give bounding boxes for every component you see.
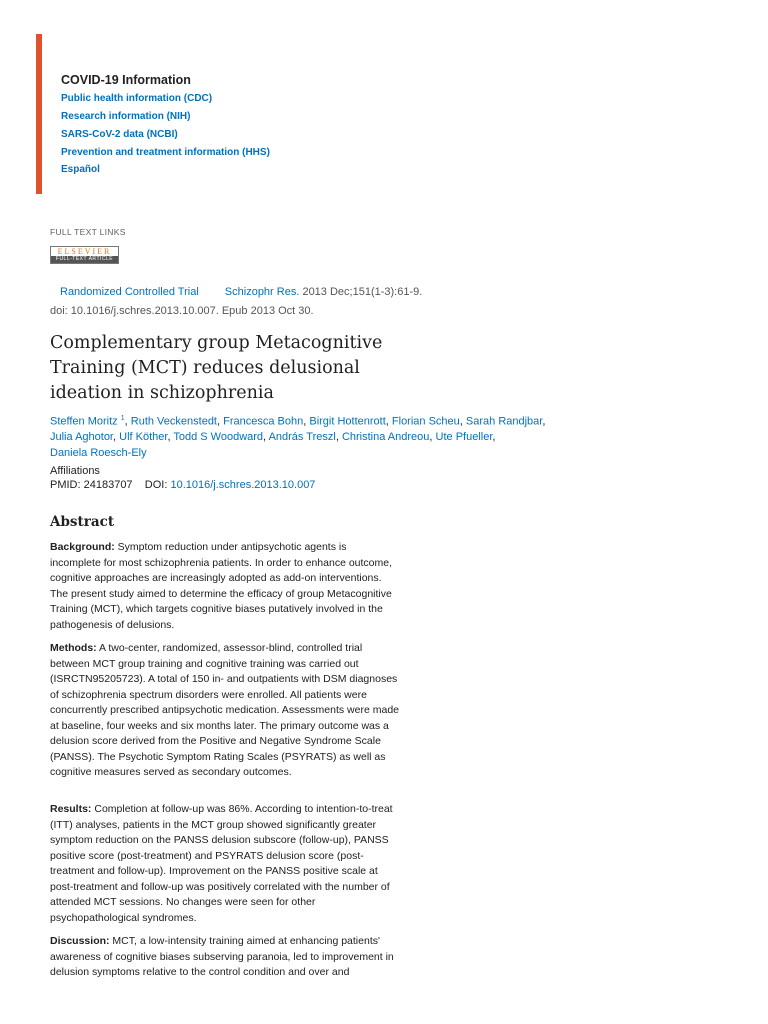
doi-line: doi: 10.1016/j.schres.2013.10.007. Epub 2013 Oct 30. bbox=[50, 305, 314, 317]
citation: 2013 Dec;151(1-3):61-9. bbox=[299, 286, 423, 298]
doi-link[interactable]: 10.1016/j.schres.2013.10.007 bbox=[170, 479, 316, 491]
section-text: Symptom reduction under antipsychotic agents is incomplete for most schizophrenia patients. In order to enhance outcome, cognitive approaches are increasingly adopted as add-on interventions. The present study aimed to determine the efficacy of group Metacognitive Training (MCT), which targets cognitive biases putatively involved in the pathogenesis of delusions. bbox=[50, 541, 393, 631]
doi-label: DOI: bbox=[144, 479, 168, 491]
covid-title: COVID-19 Information bbox=[61, 73, 191, 87]
abstract-methods bbox=[50, 641, 400, 781]
section-label: Methods: bbox=[50, 642, 97, 654]
section-label: Results: bbox=[50, 803, 92, 815]
section-text: Completion at follow-up was 86%. According to intention-to-treat (ITT) analyses, patients in the MCT group showed significantly greater symptom reduction on the PANSS delusion subscore (follow-up), PANSS positive score (post-treatment) and PSYRATS delusion score (post-treatment and follow-up). Improvement on the PANSS positive scale at post-treatment and follow-up was positively correlated with the number of attended MCT sessions. No changes were seen for other psychopathological syndromes. bbox=[50, 803, 393, 924]
elsevier-full-text-label: FULL-TEXT ARTICLE bbox=[51, 256, 118, 263]
section-label: Background: bbox=[50, 541, 115, 553]
author-link[interactable]: Sarah Randjbar bbox=[465, 415, 543, 428]
publication-type-link[interactable]: Randomized Controlled Trial bbox=[60, 286, 199, 298]
author-link[interactable]: Francesca Bohn bbox=[223, 415, 304, 428]
author-link[interactable]: Steffen Moritz bbox=[50, 415, 118, 428]
author-link[interactable]: Ute Pfueller bbox=[435, 431, 493, 444]
covid-link-nih[interactable]: Research information (NIH) bbox=[61, 111, 191, 122]
author-link[interactable]: Daniela Roesch-Ely bbox=[50, 446, 147, 459]
elsevier-full-text-button[interactable] bbox=[50, 246, 119, 264]
author-link[interactable]: Julia Aghotor bbox=[50, 431, 113, 444]
section-text: A two-center, randomized, assessor-blind, controlled trial between MCT group training and cognitive training was carried out (ISRCTN95205723). A total of 150 in- and outpatients with DSM diagnoses of schizophrenia spectrum disorders were enrolled. All patients were concurrently prescribed antipsychotic medication. Assessments were made at baseline, four weeks and six months later. The primary outcome was a delusion score derived from the Positive and Negative Syndrome Scale (PANSS). The Psychotic Symptom Rating Scales (PSYRATS) as well as cognitive measures served as secondary outcomes. bbox=[50, 642, 399, 778]
abstract-background bbox=[50, 540, 400, 633]
author-link[interactable]: Florian Scheu bbox=[391, 415, 460, 428]
author-list: Steffen Moritz $^1$, Ruth Veckenstedt, Francesca Bohn, Birgit Hottenrott, Florian Scheu, Sarah Randjbar, Julia Aghotor, Ulf Köther, Todd S Woodward, András Treszl, Christina Andreou, Ute Pfueller, Daniela Roesch-Ely bbox=[50, 415, 546, 459]
author-link[interactable]: Ulf Köther bbox=[119, 431, 168, 444]
covid-link-espanol[interactable]: Español bbox=[61, 164, 100, 175]
abstract-discussion bbox=[50, 934, 400, 981]
affiliations-toggle[interactable]: Affiliations bbox=[50, 465, 100, 477]
elsevier-logo: ELSEVIER bbox=[57, 247, 112, 256]
article-title: Complementary group Metacognitive Training (MCT) reduces delusional ideation in schizophrenia bbox=[50, 333, 383, 403]
pmid: PMID: 24183707 bbox=[50, 479, 133, 491]
author-link[interactable]: Ruth Veckenstedt bbox=[130, 415, 217, 428]
covid-link-hhs[interactable]: Prevention and treatment information (HHS) bbox=[61, 147, 270, 158]
covid-link-ncbi[interactable]: SARS-CoV-2 data (NCBI) bbox=[61, 129, 178, 140]
author-link[interactable]: András Treszl bbox=[268, 431, 336, 444]
article-meta bbox=[60, 286, 422, 298]
author-link[interactable]: Birgit Hottenrott bbox=[309, 415, 386, 428]
abstract-heading: Abstract bbox=[50, 514, 115, 530]
abstract-results bbox=[50, 802, 400, 926]
journal-link[interactable]: Schizophr Res. bbox=[224, 286, 300, 298]
covid-link-cdc[interactable]: Public health information (CDC) bbox=[61, 93, 213, 104]
section-label: Discussion: bbox=[50, 935, 110, 947]
author-link[interactable]: Todd S Woodward bbox=[173, 431, 264, 444]
section-text: MCT, a low-intensity training aimed at enhancing patients' awareness of cognitive biases subserving paranoia, led to improvement in delusion symptoms relative to the control condition and over and bbox=[50, 935, 394, 978]
author-link[interactable]: Christina Andreou bbox=[341, 431, 430, 444]
full-text-links-label: FULL TEXT LINKS bbox=[50, 227, 126, 237]
author-affiliation-ref[interactable]: 1 bbox=[120, 415, 125, 422]
article-ids bbox=[50, 479, 315, 491]
